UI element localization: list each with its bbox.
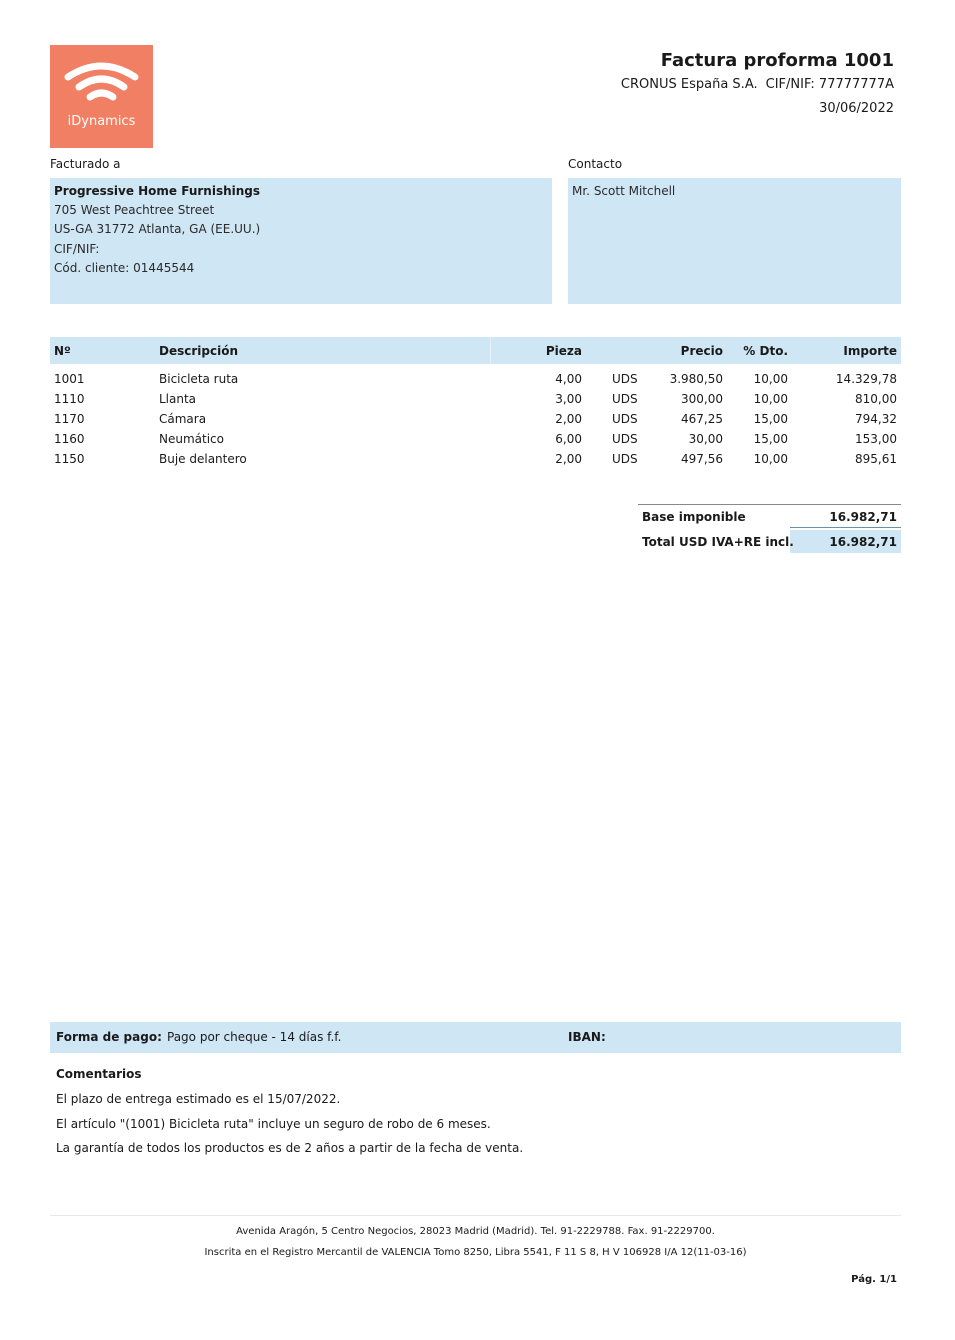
line-unit: UDS (612, 392, 638, 406)
line-description: Neumático (159, 432, 224, 446)
col-header-discount: % Dto. (743, 344, 788, 358)
line-amount: 153,00 (855, 432, 897, 446)
payment-bar (50, 1022, 901, 1053)
line-number: 1170 (54, 412, 85, 426)
company-name: CRONUS España S.A. (620, 77, 758, 92)
line-quantity: 2,00 (555, 452, 582, 466)
comment-line: La garantía de todos los productos es de 2 años a partir de la fecha de venta. (56, 1141, 524, 1155)
col-header-description: Descripción (159, 344, 238, 358)
company-tax-id: CIF/NIF: 77777777A (765, 77, 894, 92)
billing-box (50, 178, 552, 304)
table-row (50, 432, 901, 452)
contact-label: Contacto (568, 157, 623, 171)
table-row (50, 392, 901, 412)
base-label: Base imponible (642, 510, 746, 524)
document-date: 30/06/2022 (819, 101, 894, 116)
customer-code: Cód. cliente: 01445544 (54, 261, 195, 275)
contact-name: Mr. Scott Mitchell (572, 184, 676, 198)
company-line (621, 77, 894, 92)
col-header-no: Nº (54, 344, 71, 358)
line-number: 1150 (54, 452, 85, 466)
total-label: Total USD IVA+RE incl. (642, 535, 794, 549)
line-unit: UDS (612, 432, 638, 446)
line-discount: 15,00 (753, 412, 788, 426)
line-description: Bicicleta ruta (159, 372, 239, 386)
line-description: Buje delantero (159, 452, 247, 466)
total-value: 16.982,71 (829, 535, 897, 549)
line-discount: 10,00 (753, 452, 788, 466)
base-row (638, 505, 901, 528)
customer-tax-id: CIF/NIF: (54, 242, 100, 256)
line-number: 1110 (54, 392, 85, 406)
footer-divider (50, 1215, 901, 1216)
payment-value: Pago por cheque - 14 días f.f. (167, 1030, 342, 1044)
contact-box (568, 178, 901, 304)
line-amount: 14.329,78 (835, 372, 897, 386)
footer-registry: Inscrita en el Registro Mercantil de VALENCIA Tomo 8250, Libra 5541, F 11 S 8, H V 106928 I/A 12(11-03-16) (204, 1247, 747, 1258)
wifi-icon (64, 59, 139, 109)
header-divider (490, 337, 491, 364)
footer-address: Avenida Aragón, 5 Centro Negocios, 28023 Madrid (Madrid). Tel. 91-2229788. Fax. 91-2229700. (236, 1226, 715, 1237)
table-header (50, 337, 901, 364)
line-quantity: 6,00 (555, 432, 582, 446)
line-number: 1001 (54, 372, 85, 386)
line-description: Llanta (159, 392, 197, 406)
customer-name: Progressive Home Furnishings (54, 184, 261, 198)
line-amount: 794,32 (855, 412, 897, 426)
line-discount: 15,00 (753, 432, 788, 446)
payment-label: Forma de pago: (56, 1030, 162, 1044)
table-row (50, 412, 901, 432)
col-header-amount: Importe (843, 344, 897, 358)
invoice-lines (50, 372, 901, 472)
line-discount: 10,00 (753, 372, 788, 386)
table-row (50, 372, 901, 392)
document-title: Factura proforma 1001 (660, 50, 894, 71)
line-price: 3.980,50 (669, 372, 723, 386)
line-amount: 895,61 (855, 452, 897, 466)
customer-address-2: US-GA 31772 Atlanta, GA (EE.UU.) (54, 222, 261, 236)
comments-title: Comentarios (56, 1067, 142, 1081)
table-row (50, 452, 901, 472)
page-number: Pág. 1/1 (851, 1274, 897, 1285)
line-price: 30,00 (688, 432, 723, 446)
line-amount: 810,00 (855, 392, 897, 406)
line-quantity: 2,00 (555, 412, 582, 426)
logo-text: iDynamics (67, 114, 136, 129)
customer-address-1: 705 West Peachtree Street (54, 203, 215, 217)
iban-label: IBAN: (568, 1030, 606, 1044)
billing-label: Facturado a (50, 157, 121, 171)
col-header-quantity: Pieza (545, 344, 582, 358)
line-price: 467,25 (681, 412, 723, 426)
company-logo (50, 45, 153, 148)
col-header-price: Precio (680, 344, 723, 358)
line-unit: UDS (612, 412, 638, 426)
base-value: 16.982,71 (829, 510, 897, 524)
comment-line: El artículo "(1001) Bicicleta ruta" incluye un seguro de robo de 6 meses. (56, 1117, 491, 1131)
line-unit: UDS (612, 372, 638, 386)
line-quantity: 4,00 (555, 372, 582, 386)
line-description: Cámara (159, 412, 207, 426)
line-price: 300,00 (681, 392, 723, 406)
line-unit: UDS (612, 452, 638, 466)
line-discount: 10,00 (753, 392, 788, 406)
line-quantity: 3,00 (555, 392, 582, 406)
total-row (638, 530, 901, 553)
line-number: 1160 (54, 432, 85, 446)
line-price: 497,56 (681, 452, 723, 466)
comment-line: El plazo de entrega estimado es el 15/07/2022. (56, 1092, 341, 1106)
